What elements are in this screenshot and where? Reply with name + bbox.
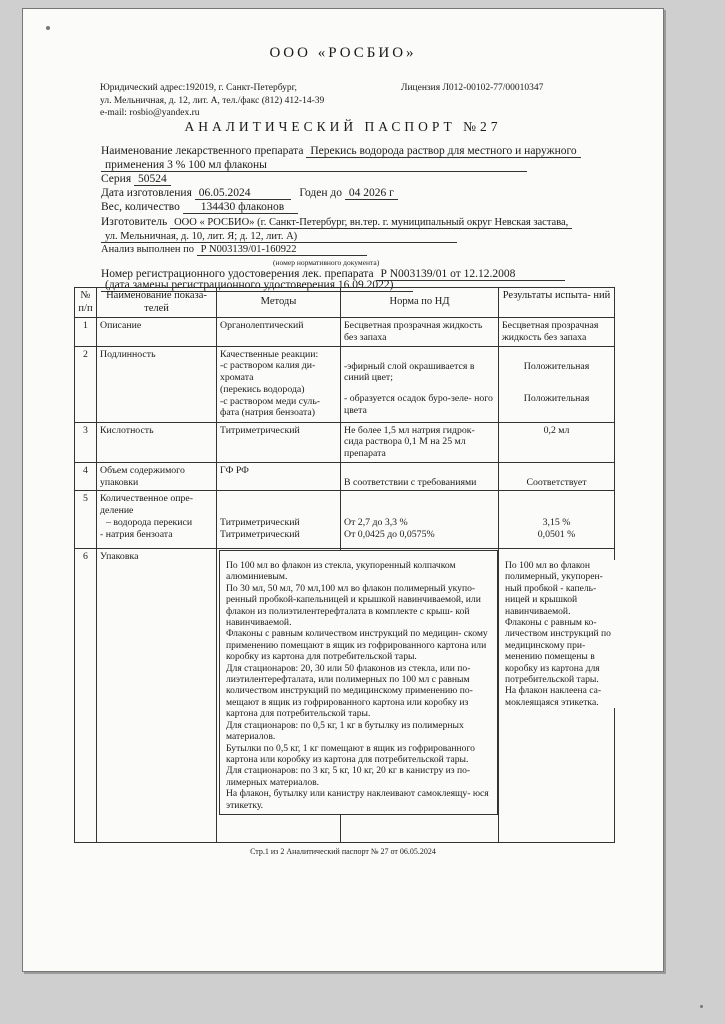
quantity-row [101, 201, 298, 214]
packaging-paragraph: Флаконы с равным количеством инструкций по медицин- скому применению помещают в ящик из гофрированного картона или коробку из картона для потребительской тары. [226, 628, 488, 663]
table-row [75, 346, 615, 422]
row-name: Кислотность [97, 422, 217, 462]
packaging-paragraph: На флакон, бутылку или канистру наклеивают самоклеящу- юся этикетку. [226, 788, 489, 811]
method-item: Титриметрический [220, 517, 300, 529]
table-row [75, 462, 615, 491]
quantity-value: 134430 флаконов [183, 201, 298, 214]
email: e-mail: rosbio@yandex.ru [100, 108, 200, 118]
header-name: Наименование показа- телей [97, 288, 217, 318]
row-norm-cell [341, 346, 499, 422]
method-item: Титриметрический [220, 529, 300, 541]
manufacturer-label: Изготовитель [101, 216, 168, 228]
table-row [75, 422, 615, 462]
row-name: Подлинность [97, 346, 217, 422]
row-name: Упаковка [97, 549, 217, 843]
manufacturer-row [101, 216, 572, 229]
header-methods: Методы [217, 288, 341, 318]
address-line-1: Юридический адрес:192019, г. Санкт-Петербург, [100, 83, 297, 93]
packaging-paragraph: По 100 мл во флакон из стекла, укупоренный колпачком алюминиевым. [226, 560, 456, 583]
analysis-value: Р N003139/01-160922 [197, 244, 367, 256]
mfg-date-label: Дата изготовления [101, 187, 192, 199]
row-method-cell [217, 491, 341, 549]
table-row [75, 491, 615, 549]
packaging-description [219, 550, 498, 815]
result-item: Положительная [523, 393, 590, 405]
packaging-paragraph: Для стационаров: 20, 30 или 50 флаконов из стекла, или по- лиэтилентерефталата, или полимерных по 100 мл с равным количеством инструкций по медицинскому применению по- мещают в ящик из гофрированного картона или коробку из картона для потребительской тары. [226, 662, 473, 720]
row-num: 6 [75, 549, 97, 843]
registration-label: Номер регистрационного удостоверения лек. препарата [101, 268, 374, 280]
row-name: Объем содержимого упаковки [97, 462, 217, 491]
row-name-cell [97, 491, 217, 549]
scan-speck [700, 1005, 703, 1008]
row-method: Органолептический [217, 318, 341, 347]
row-method-cell [217, 346, 341, 422]
method-item-note: (перекись водорода) [220, 383, 305, 395]
header-results: Результаты испыта- ний [499, 288, 615, 318]
analysis-row [101, 244, 367, 256]
series-row [101, 173, 171, 186]
row-method: Титриметрический [217, 422, 341, 462]
analysis-note: (номер нормативного документа) [273, 258, 380, 267]
method-intro: Качественные реакции: [220, 348, 319, 360]
page-footer: Стр.1 из 2 Аналитический паспорт № 27 от 06.05.2024 [250, 847, 436, 856]
drug-name-value: Перекись водорода раствор для местного и наружного [306, 145, 580, 158]
row-num: 1 [75, 318, 97, 347]
mfg-date-value: 06.05.2024 [195, 187, 291, 200]
method-item: -с раствором калия ди- хромата [220, 360, 316, 384]
row-method: ГФ РФ [217, 462, 341, 491]
drug-name-row [101, 145, 581, 158]
row-result: 0,2 мл [499, 422, 615, 462]
document-title: АНАЛИТИЧЕСКИЙ ПАСПОРТ №27 [184, 119, 502, 134]
packaging-paragraph: Для стационаров: по 3 кг, 5 кг, 10 кг, 20 кг в канистру из по- лимерных материалов. [226, 765, 471, 788]
quantity-label: Вес, количество [101, 201, 180, 213]
norm-item: От 2,7 до 3,3 % [344, 517, 408, 529]
table-header-row [75, 288, 615, 318]
expiry-label: Годен до [299, 187, 343, 199]
packaging-result-paragraph: Флаконы с равным ко- личеством инструкций по медицинскому при- менению помещены в коробку из картона для потребительской тары. [505, 617, 611, 686]
norm-item: -эфирный слой окрашивается в синий цвет; [344, 360, 475, 384]
norm-item: - образуется осадок буро-зеле- ного цвета [344, 393, 493, 416]
row-name: Описание [97, 318, 217, 347]
registration-change: (дата замены регистрационного удостоверения 16.09.2022) [101, 279, 413, 292]
packaging-result-paragraph: На флакон наклеена са- моклеящаяся этикетка. [505, 685, 602, 708]
drug-name-value-cont: применения 3 % 100 мл флаконы [101, 159, 527, 172]
series-value: 50524 [134, 173, 171, 186]
row-norm: Не более 1,5 мл натрия гидрок- сида раствора 0,1 М на 25 мл препарата [341, 422, 499, 462]
row-result-cell [499, 346, 615, 422]
row-norm: Бесцветная прозрачная жидкость без запаха [341, 318, 499, 347]
scan-speck [46, 26, 50, 30]
row-num: 4 [75, 462, 97, 491]
series-label: Серия [101, 173, 132, 185]
packaging-paragraph: По 30 мл, 50 мл, 70 мл,100 мл во флакон полимерный укупо- ренный пробкой-капельницей и крышкой навинчиваемой, или флакон из полиэтилентерефталата в комплекте с крыш- кой навинчиваемой. [226, 582, 481, 629]
result-item: 0,0501 % [537, 529, 576, 541]
row-result-cell [499, 491, 615, 549]
registration-value: Р N003139/01 от 12.12.2008 [376, 268, 565, 281]
row-num: 2 [75, 346, 97, 422]
manufacturer-value: ООО « РОСБИО» (г. Санкт-Петербург, вн.тер. г. муниципальный округ Невская застава, [170, 217, 572, 229]
row-norm-cell [341, 491, 499, 549]
row-norm: В соответствии с требованиями [341, 462, 499, 491]
row-name: Количественное опре- деление [100, 493, 193, 517]
packaging-paragraph: Бутылки по 0,5 кг, 1 кг помещают в ящик из гофрированного картона или коробку из картона для потребительской тары. [226, 742, 475, 765]
packaging-paragraph: Для стационаров: по 0,5 кг, 1 кг в бутылку из полимерных материалов. [226, 719, 464, 743]
address-line-2: ул. Мельничная, д. 12, лит. А, тел./факс (812) 412-14-39 [100, 96, 325, 106]
mfg-date-row [101, 187, 398, 200]
company-name: ООО «РОСБИО» [269, 45, 417, 61]
expiry-value: 04 2026 г [345, 187, 398, 200]
row-num: 3 [75, 422, 97, 462]
analysis-label: Анализ выполнен по [101, 244, 194, 255]
row-result: Соответствует [499, 462, 615, 491]
license-number: Лицензия Л012-00102-77/00010347 [401, 83, 544, 93]
table-row [75, 318, 615, 347]
result-item: Положительная [523, 360, 590, 372]
passport-sheet [22, 8, 664, 972]
row-subname: – водорода перекиси [106, 516, 193, 528]
header-norm: Норма по НД [341, 288, 499, 318]
row-num: 5 [75, 491, 97, 549]
packaging-result [503, 560, 615, 708]
norm-item: От 0,0425 до 0,0575% [344, 529, 435, 541]
manufacturer-value-cont: ул. Мельничная, д. 10, лит. Я; д. 12, лит. А) [101, 231, 457, 243]
header-num: № п/п [75, 288, 97, 318]
method-item: -с раствором меди суль- фата (натрия бензоата) [220, 395, 321, 419]
row-subname: - натрия бензоата [100, 528, 173, 540]
packaging-result-paragraph: По 100 мл во флакон полимерный, укупорен- ный пробкой - капель- ницей и крышкой навинчиваемой. [505, 560, 603, 617]
result-item: 3,15 % [542, 517, 571, 529]
drug-name-label: Наименование лекарственного препарата [101, 145, 304, 157]
row-result: Бесцветная прозрачная жидкость без запаха [499, 318, 615, 347]
